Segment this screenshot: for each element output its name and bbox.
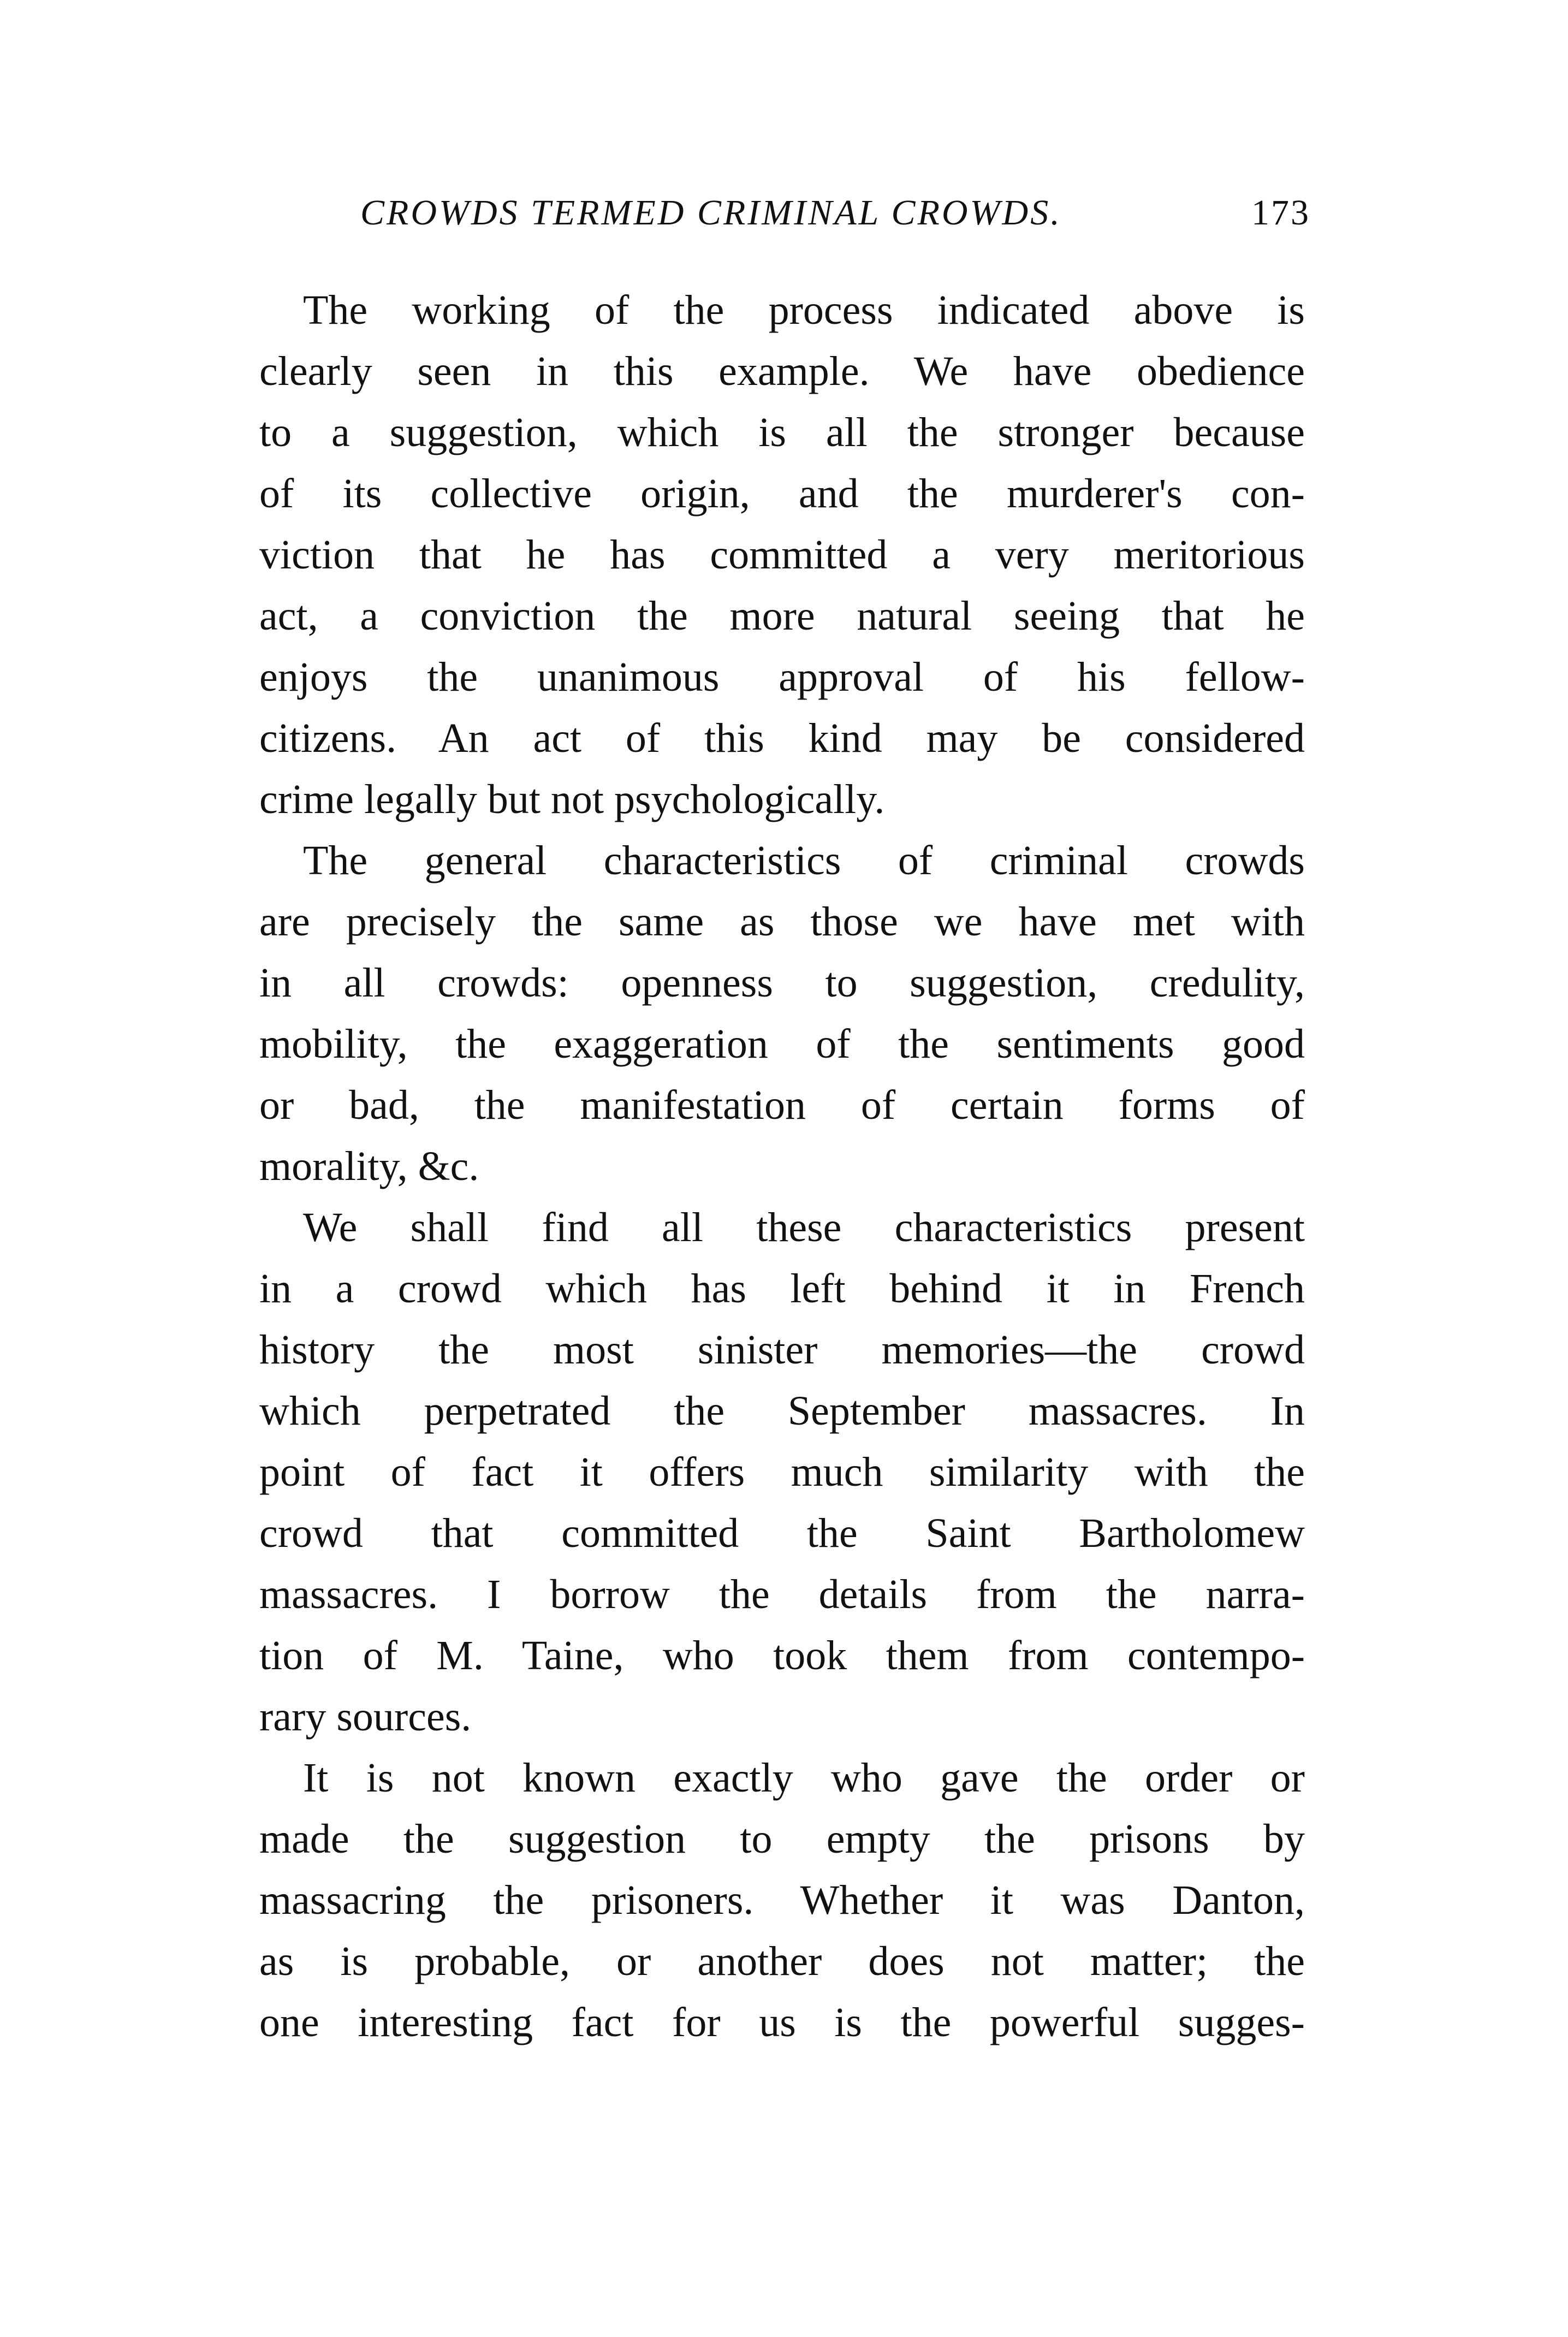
text-line: The general characteristics of criminal crowds xyxy=(303,838,1305,883)
text-line: in all crowds: openness to suggestion, credulity, xyxy=(259,960,1305,1006)
text-line: It is not known exactly who gave the order or xyxy=(303,1755,1305,1801)
text-line: The working of the process indicated above is xyxy=(303,287,1305,333)
text-line: massacres. I borrow the details from the narra- xyxy=(259,1571,1305,1617)
text-line: clearly seen in this example. We have obedience xyxy=(259,348,1305,394)
text-line: as is probable, or another does not matter; the xyxy=(259,1938,1305,1984)
text-line: rary sources. xyxy=(259,1694,472,1740)
text-line: viction that he has committed a very meritorious xyxy=(259,532,1305,578)
body-text xyxy=(259,280,1305,2053)
text-line: morality, &c. xyxy=(259,1143,479,1189)
page-number: 173 xyxy=(1251,193,1310,233)
text-line: in a crowd which has left behind it in French xyxy=(259,1266,1305,1312)
running-head xyxy=(360,188,1310,238)
text-line: citizens. An act of this kind may be considered xyxy=(259,715,1305,761)
text-line: enjoys the unanimous approval of his fellow- xyxy=(259,654,1305,700)
text-line: history the most sinister memories—the crowd xyxy=(259,1327,1305,1373)
text-line: of its collective origin, and the murderer's con- xyxy=(259,471,1305,517)
text-line: massacring the prisoners. Whether it was Danton, xyxy=(259,1877,1305,1923)
text-line: crowd that committed the Saint Bartholomew xyxy=(259,1510,1305,1556)
text-line: crime legally but not psychologically. xyxy=(259,776,885,822)
text-line: We shall find all these characteristics present xyxy=(303,1205,1305,1250)
text-line: tion of M. Taine, who took them from contempo- xyxy=(259,1633,1305,1678)
text-line: which perpetrated the September massacres. In xyxy=(259,1388,1305,1434)
text-line: point of fact it offers much similarity with the xyxy=(259,1449,1305,1495)
running-title: CROWDS TERMED CRIMINAL CROWDS. xyxy=(360,193,1062,233)
text-line: one interesting fact for us is the powerful sugges- xyxy=(259,2000,1305,2045)
paragraph-4 xyxy=(259,1747,1305,2053)
paragraph-2 xyxy=(259,830,1305,1197)
text-line: are precisely the same as those we have met with xyxy=(259,899,1305,945)
text-line: or bad, the manifestation of certain forms of xyxy=(259,1082,1305,1128)
text-line: to a suggestion, which is all the stronger because xyxy=(259,410,1305,455)
text-line: act, a conviction the more natural seeing that he xyxy=(259,593,1305,639)
paragraph-3 xyxy=(259,1197,1305,1747)
paragraph-1 xyxy=(259,280,1305,830)
text-line: made the suggestion to empty the prisons by xyxy=(259,1816,1305,1862)
text-line: mobility, the exaggeration of the sentiments good xyxy=(259,1021,1305,1067)
